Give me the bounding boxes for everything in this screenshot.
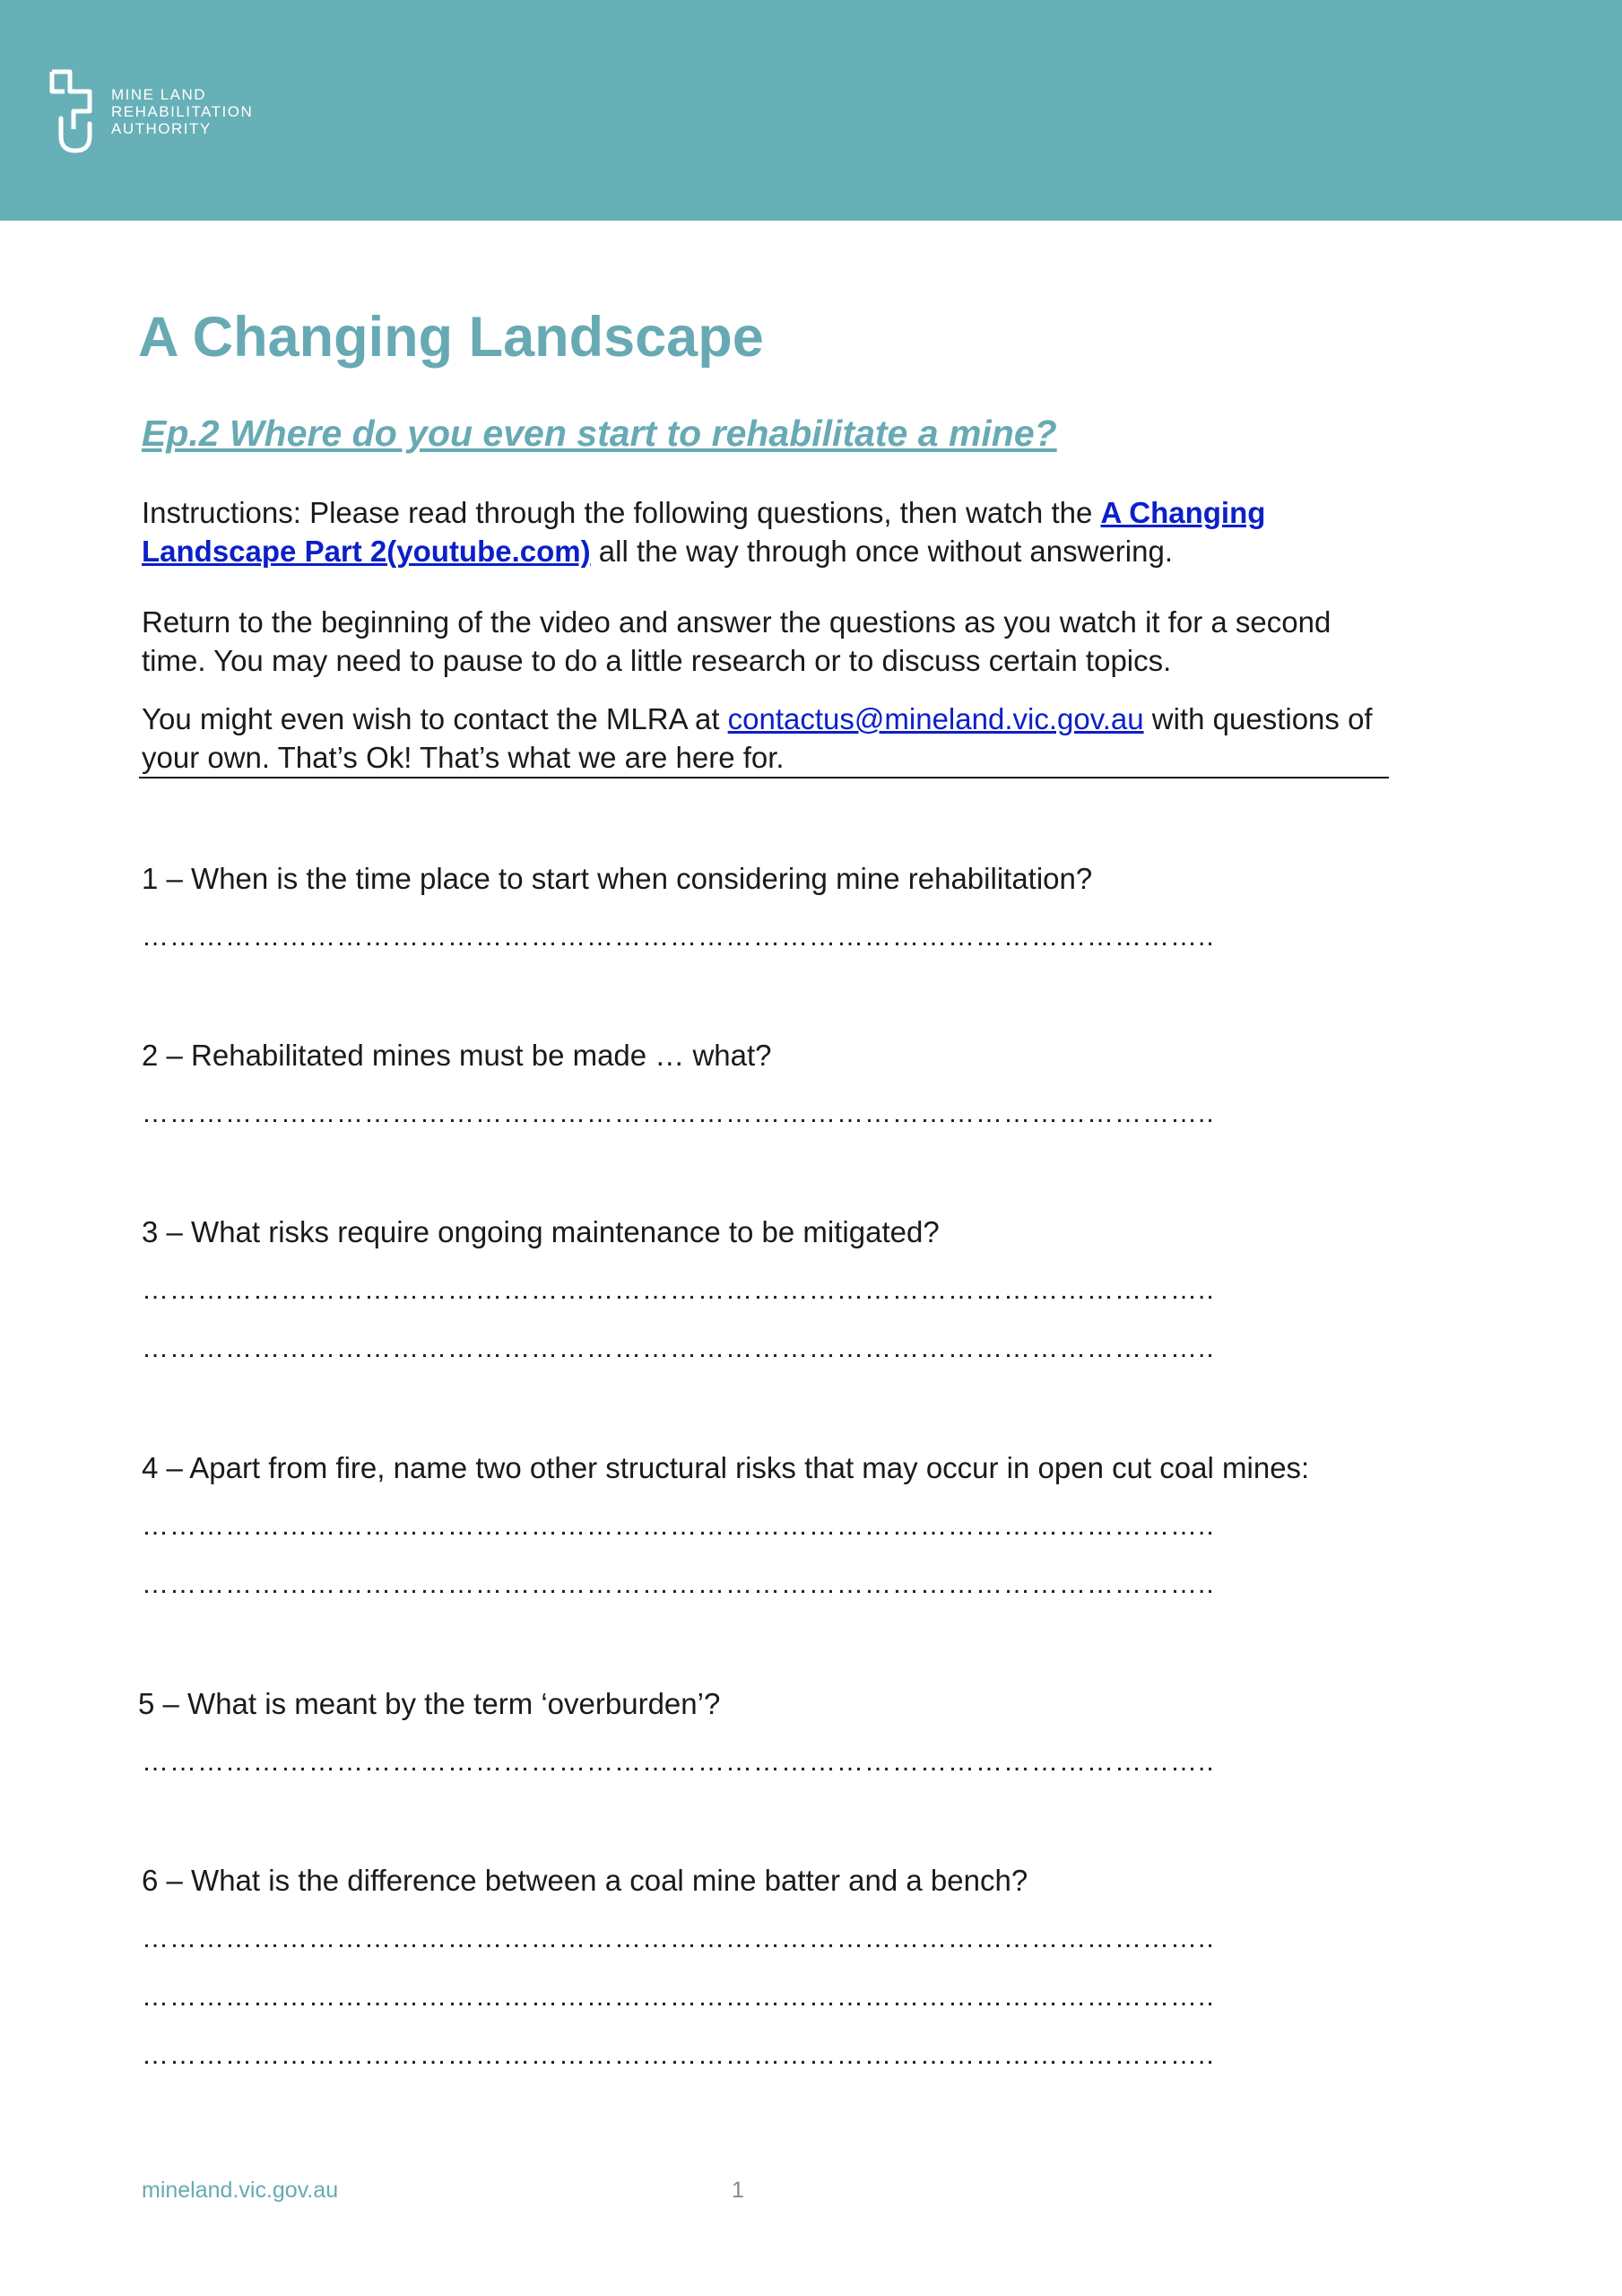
second-viewing-paragraph: Return to the beginning of the video and answer the questions as you watch it for a second time. You may need to pause to do a little research or to discuss certain topics. bbox=[142, 605, 1331, 677]
contact-text-end: with questions of your own. That’s Ok! That’s what we are here for. bbox=[142, 702, 1373, 774]
answer-line[interactable]: …………………………………………………………………………………………………….. bbox=[142, 1571, 1215, 1598]
answer-line[interactable]: …………………………………………………………………………………………………….. bbox=[142, 1984, 1215, 2011]
answer-line[interactable]: …………………………………………………………………………………………………….. bbox=[142, 1513, 1215, 1540]
answer-line[interactable]: …………………………………………………………………………………………………….. bbox=[142, 1335, 1215, 1362]
mlra-logo-icon bbox=[47, 65, 102, 154]
answer-line[interactable]: …………………………………………………………………………………………………….. bbox=[142, 1100, 1215, 1127]
header-band bbox=[0, 0, 1622, 221]
page-number: 1 bbox=[732, 2178, 744, 2203]
question-3: 3 – What risks require ongoing maintenance to be mitigated? bbox=[142, 1215, 940, 1248]
instructions-paragraph bbox=[142, 493, 1397, 570]
episode-subtitle: Ep.2 Where do you even start to rehabilitate a mine? bbox=[142, 413, 1057, 454]
logo-line-1: MINE LAND bbox=[111, 86, 207, 103]
page-title: A Changing Landscape bbox=[138, 306, 764, 369]
contact-email-link[interactable]: contactus@mineland.vic.gov.au bbox=[727, 702, 1144, 735]
logo-line-3: AUTHORITY bbox=[111, 120, 212, 137]
question-4: 4 – Apart from fire, name two other structural risks that may occur in open cut coal mines: bbox=[142, 1451, 1310, 1484]
question-1: 1 – When is the time place to start when considering mine rehabilitation? bbox=[142, 862, 1093, 895]
answer-line[interactable]: …………………………………………………………………………………………………….. bbox=[142, 924, 1215, 951]
logo-wordmark bbox=[111, 86, 253, 137]
question-6: 6 – What is the difference between a coal mine batter and a bench? bbox=[142, 1864, 1028, 1897]
contact-paragraph bbox=[142, 700, 1397, 777]
logo-line-2: REHABILITATION bbox=[111, 103, 254, 120]
instructions-text-end: all the way through once without answering. bbox=[590, 535, 1173, 568]
answer-line[interactable]: …………………………………………………………………………………………………….. bbox=[142, 1749, 1215, 1776]
answer-line[interactable]: …………………………………………………………………………………………………….. bbox=[142, 1926, 1215, 1952]
question-2: 2 – Rehabilitated mines must be made … what? bbox=[142, 1039, 772, 1072]
contact-text: You might even wish to contact the MLRA at bbox=[142, 702, 728, 735]
answer-line[interactable]: …………………………………………………………………………………………………….. bbox=[142, 1277, 1215, 1304]
question-5: 5 – What is meant by the term ‘overburden’? bbox=[138, 1687, 721, 1720]
footer-website: mineland.vic.gov.au bbox=[142, 2178, 339, 2203]
answer-line[interactable]: …………………………………………………………………………………………………….. bbox=[142, 2042, 1215, 2069]
mlra-logo bbox=[47, 65, 253, 154]
video-link[interactable]: A Changing Landscape Part 2(youtube.com) bbox=[142, 496, 1266, 568]
divider-line bbox=[139, 777, 1389, 778]
instructions-text: Instructions: Please read through the following questions, then watch the bbox=[142, 496, 1101, 529]
